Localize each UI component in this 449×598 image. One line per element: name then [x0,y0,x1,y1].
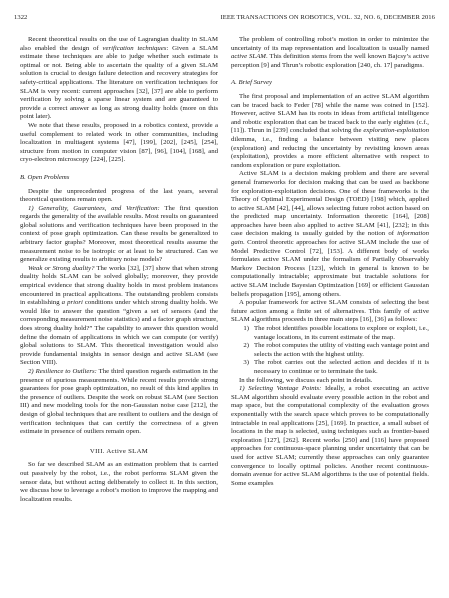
section-heading-open-problems: B. Open Problems [20,173,70,181]
page-number: 1322 [14,14,28,21]
steps-list [231,325,429,377]
paragraph: We note that these results, proposed in a robotics context, provide a useful complement to related work in other communities, including localization in multiagent systems [47], [199], [202], [245], [254], structure from motion in computer vision [87], [96], [104], [168], and cryo-electron microscopy [224], [225]. [20,121,218,164]
paragraph: Active SLAM is a decision making problem and there are several general frameworks for decision making that can be used as backbone for exploration-exploitation decisions. One of these frameworks is the Theory of Optimal Experimental Design (TOED) [198] which, applied to active SLAM [42], [44], allows selecting future robot action based on the predicted map uncertainty. Information theoretic [164], [208] approaches have been also applied to active SLAM [41], [232]; in this case decision making is usually guided by the notion of information gain. Control theoretic approaches for active SLAM include the use of Model Predictive Control [72], [153]. A different body of works formulates active SLAM under the formalism of Partially Observably Markov Decision Process [123], which in general is known to be computationally intractable; approximate but tractable solutions for active SLAM include Bayesian Optimization [169] or efficient Gaussian beliefs propagation [195], among others. [231,170,429,298]
paragraph: Recent theoretical results on the use of Lagrangian duality in SLAM also enabled the design of verification techniques: Given a SLAM estimate these techniques are able to judge whether such estimate is optimal or not. Being able to ascertain the quality of a given SLAM solution is crucial to design failure detection and recovery strategies for safety-critical applications. The literature on verification techniques for SLAM is very recent: current approaches [32], [37] are able to perform verification by solving a sparse linear system and are guaranteed to provide a correct answer as long as strong duality holds (more on this point later). [20,36,219,121]
paragraph: The first proposal and implementation of an active SLAM algorithm can be traced back to Feder [78] while the name was coined in [152]. However, active SLAM has its roots in ideas from artificial intelligence and robotic exploration that can be traced back to the early eighties (c.f., [11]). Thrun in [239] concluded that solving the exploration-exploitation dilemma, i.e., finding a balance between visiting new places (exploration) and reducing the uncertainty by revisiting known areas (exploitation), provides a more efficient alternative with respect to random exploration or pure exploitation. [231,92,429,169]
paragraph: In the following, we discuss each point in details. [239,376,373,384]
paragraph: The problem of controlling robot’s motion in order to minimize the uncertainty of its map representation and localization is usually named active SLAM. This definition stems from the well known Bajcsy’s active perception [9] and Thrun’s robotic exploration [240, ch. 17] paradigms. [231,36,429,69]
paragraph: So far we described SLAM as an estimation problem that is carried out passively by the robot, i.e., the robot performs SLAM given the sensor data, but without acting deliberately to collect it. In this section, we discuss how to leverage a robot’s motion to improve the mapping and localization results. [20,461,218,503]
right-column [231,36,429,488]
paragraph: A popular framework for active SLAM consists of selecting the best future action among a finite set of alternatives. This family of active SLAM algorithms proceeds in three main steps [16], [36] as follows: [231,299,429,324]
paragraph: 1) Selecting Vantage Points: Ideally, a robot executing an active SLAM algorithm should evaluate every possible action in the robot and map space, but the computational complexity of the evaluation grows exponentially with the search space which proves to be computationally intractable in real applications [25], [169]. In practice, a small subset of locations in the map is selected, using techniques such as frontier-based exploration [127], [262]. Recent works [250] and [116] have proposed approaches for continuous-space planning under uncertainty that can be used for active SLAM; currently these approaches can only guarantee convergence to locally optimal policies. Another recent continuous-domain avenue for active SLAM algorithms is the use of potential fields. Some examples [231,385,429,487]
section-heading-active-slam: VIII. Active SLAM [89,447,149,455]
paragraph: 1) Generality, Guarantees, and Verification: The first question regards the generality of the available results. Most results on guaranteed global solutions and verification techniques have been proposed in the context of pose graph optimization. Can these results be generalized to arbitrary factor graphs? Moreover, most theoretical results assume the measurement noise to be isotropic or at least to be structured. Can we generalize existing results to arbitrary noise models? [20,204,219,264]
list-item: 3) The robot carries out the selected action and decides if it is necessary to continue or to terminate the task. [243,359,429,375]
running-header: IEEE TRANSACTIONS ON ROBOTICS, VOL. 32, NO. 6, DECEMBER 2016 [220,14,435,21]
list-item: 1) The robot identifies possible locations to explore or exploit, i.e., vantage locations, in its current estimate of the map. [243,325,429,341]
section-heading-brief-survey: A. Brief Survey [231,79,273,87]
paragraph: Despite the unprecedented progress of the last years, several theoretical questions remain open. [20,187,218,204]
paragraph: 2) Resilience to Outliers: The third question regards estimation in the presence of spurious measurements. While recent results provide strong guarantees for pose graph optimization, no result of this kind applies in the presence of outliers. Despite the work on robust SLAM (see Section III) and new modeling tools for the non-Gaussian noise case [212], the design of global techniques that are resilient to outliers and the design of verification techniques that can certify the correctness of a given estimate in presence of outliers remain open. [20,367,218,436]
paragraph: Weak or Strong duality? The works [32], [37] show that when strong duality holds SLAM can be solved globally; moreover, they provide empirical evidence that strong duality holds in most problem instances encountered in practical applications. The outstanding problem consists in establishing a priori conditions under which strong duality holds. We would like to answer the question “given a set of sensors (and the corresponding measurement noise statistics) and a factor graph structure, does strong duality hold?” The capability to answer this question would define the domain of applications in which we can compute (or verify) global solutions to SLAM. This theoretical investigation would also provide fundamental insights in sensor design and active SLAM (see Section VIII). [20,264,219,367]
list-item: 2) The robot computes the utility of visiting each vantage point and selects the action with the highest utility. [243,342,429,358]
left-column [20,36,218,504]
